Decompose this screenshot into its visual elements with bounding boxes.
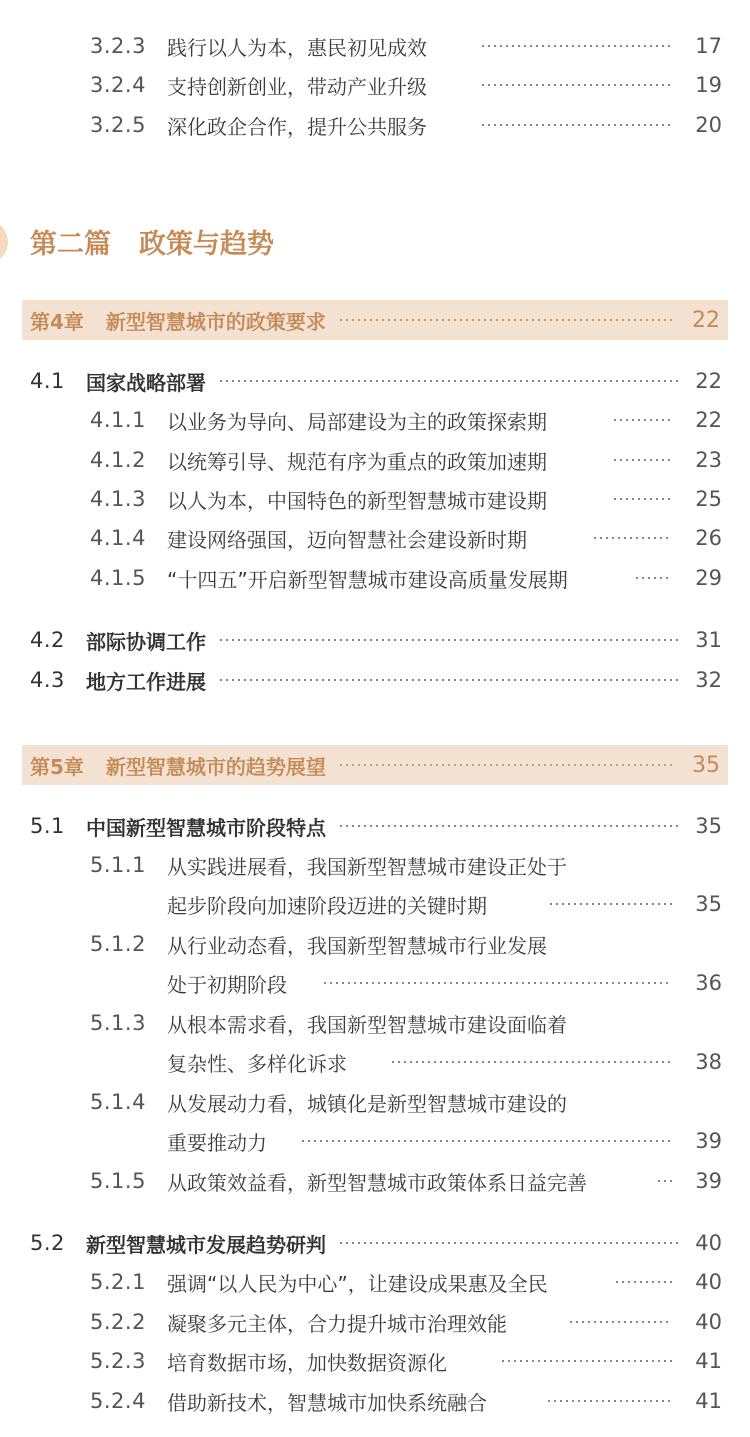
entry-title-line2: 复杂性、多样化诉求	[167, 1051, 347, 1076]
section-page: 31	[695, 628, 722, 652]
entry-number: 3.2.4	[90, 73, 146, 97]
entry-number: 4.1.3	[90, 487, 146, 511]
entry-title: 以业务为导向、局部建设为主的政策探索期	[167, 409, 547, 434]
toc-entry[interactable]	[0, 521, 750, 555]
entry-title-line1: 从根本需求看，我国新型智慧城市建设面临着	[167, 1012, 567, 1037]
entry-title: “十四五”开启新型智慧城市建设高质量发展期	[167, 567, 568, 592]
section-title: 中国新型智慧城市阶段特点	[86, 815, 326, 840]
section-page: 35	[695, 814, 722, 838]
dot-leader	[338, 825, 678, 827]
toc-entry-second-line[interactable]	[0, 1045, 750, 1079]
entry-page: 26	[695, 526, 722, 550]
chapter-page: 22	[692, 307, 720, 333]
entry-title: 深化政企合作，提升公共服务	[167, 114, 427, 139]
entry-number: 5.1.2	[90, 932, 146, 956]
entry-page: 39	[695, 1129, 722, 1153]
entry-page: 40	[695, 1270, 722, 1294]
entry-title: 以人为本，中国特色的新型智慧城市建设期	[167, 488, 547, 513]
section-title: 国家战略部署	[86, 370, 206, 395]
toc-entry[interactable]	[0, 1305, 750, 1339]
toc-entry-first-line[interactable]	[0, 1085, 750, 1119]
dot-leader	[322, 982, 672, 984]
entry-title-line1: 从发展动力看，城镇化是新型智慧城市建设的	[167, 1091, 567, 1116]
toc-entry-first-line[interactable]	[0, 927, 750, 961]
toc-entry[interactable]	[0, 443, 750, 477]
entry-number: 4.1.2	[90, 448, 146, 472]
toc-entry-second-line[interactable]	[0, 887, 750, 921]
dot-leader	[546, 1400, 672, 1402]
entry-page: 20	[695, 113, 722, 137]
toc-entry[interactable]	[0, 1164, 750, 1198]
toc-section[interactable]	[0, 364, 750, 398]
entry-page: 39	[695, 1169, 722, 1193]
chapter-heading[interactable]	[22, 745, 728, 785]
part-number: 第二篇	[30, 228, 111, 260]
toc-section[interactable]	[0, 809, 750, 843]
toc-entry-second-line[interactable]	[0, 1124, 750, 1158]
dot-leader	[480, 45, 672, 47]
section-number: 4.3	[30, 668, 65, 692]
dot-leader	[592, 537, 672, 539]
entry-page: 29	[695, 566, 722, 590]
entry-number: 4.1.5	[90, 566, 146, 590]
entry-number: 4.1.4	[90, 526, 146, 550]
part-title: 政策与趋势	[139, 228, 274, 260]
section-title: 地方工作进展	[86, 669, 206, 694]
entry-title: 从政策效益看，新型智慧城市政策体系日益完善	[167, 1170, 587, 1195]
dot-leader	[548, 903, 672, 905]
entry-title: 建设网络强国，迈向智慧社会建设新时期	[167, 527, 527, 552]
section-page: 32	[695, 668, 722, 692]
entry-page: 23	[695, 448, 722, 472]
dot-leader	[300, 1140, 672, 1142]
dot-leader	[338, 764, 676, 766]
toc-entry-first-line[interactable]	[0, 1006, 750, 1040]
section-title: 部际协调工作	[86, 629, 206, 654]
chapter-heading[interactable]	[22, 300, 728, 340]
section-page: 22	[695, 369, 722, 393]
toc-section[interactable]	[0, 1226, 750, 1260]
entry-title-line1: 从行业动态看，我国新型智慧城市行业发展	[167, 933, 547, 958]
dot-leader	[218, 679, 678, 681]
entry-title-line2: 重要推动力	[167, 1130, 267, 1155]
toc-entry[interactable]	[0, 29, 750, 63]
dot-leader	[634, 577, 672, 579]
section-number: 4.2	[30, 628, 65, 652]
entry-page: 40	[695, 1310, 722, 1334]
toc-entry[interactable]	[0, 561, 750, 595]
entry-number: 5.2.4	[90, 1389, 146, 1413]
section-title: 新型智慧城市发展趋势研判	[86, 1232, 326, 1257]
entry-page: 35	[695, 892, 722, 916]
chapter-title: 新型智慧城市的趋势展望	[105, 754, 326, 779]
entry-page: 17	[695, 34, 722, 58]
toc-entry[interactable]	[0, 482, 750, 516]
toc-entry[interactable]	[0, 1384, 750, 1418]
entry-page: 36	[695, 971, 722, 995]
toc-entry[interactable]	[0, 68, 750, 102]
entry-title-line2: 起步阶段向加速阶段迈进的关键时期	[167, 893, 487, 918]
entry-number: 3.2.5	[90, 113, 146, 137]
entry-page: 38	[695, 1050, 722, 1074]
dot-leader	[612, 419, 672, 421]
entry-number: 5.1.1	[90, 853, 146, 877]
toc-entry[interactable]	[0, 1344, 750, 1378]
toc-section[interactable]	[0, 663, 750, 697]
toc-entry[interactable]	[0, 1265, 750, 1299]
toc-entry[interactable]	[0, 108, 750, 142]
dot-leader	[338, 1242, 678, 1244]
chapter-number: 第5章	[30, 754, 84, 779]
entry-number: 5.2.3	[90, 1349, 146, 1373]
dot-leader	[568, 1321, 672, 1323]
section-number: 4.1	[30, 369, 65, 393]
toc-entry-second-line[interactable]	[0, 966, 750, 1000]
entry-title: 以统筹引导、规范有序为重点的政策加速期	[167, 449, 547, 474]
dot-leader	[480, 84, 672, 86]
entry-page: 19	[695, 73, 722, 97]
dot-leader	[390, 1061, 672, 1063]
entry-title: 借助新技术，智慧城市加快系统融合	[167, 1390, 487, 1415]
section-page: 40	[695, 1231, 722, 1255]
entry-title: 培育数据市场，加快数据资源化	[167, 1350, 447, 1375]
dot-leader	[480, 124, 672, 126]
chapter-title: 新型智慧城市的政策要求	[105, 309, 326, 334]
entry-number: 4.1.1	[90, 408, 146, 432]
section-number: 5.2	[30, 1231, 65, 1255]
chapter-page: 35	[692, 752, 720, 778]
entry-page: 25	[695, 487, 722, 511]
entry-number: 5.1.5	[90, 1169, 146, 1193]
entry-title-line2: 处于初期阶段	[167, 972, 287, 997]
section-number: 5.1	[30, 814, 65, 838]
entry-page: 41	[695, 1389, 722, 1413]
toc-entry[interactable]	[0, 403, 750, 437]
entry-number: 5.1.4	[90, 1090, 146, 1114]
entry-number: 5.2.1	[90, 1270, 146, 1294]
part-heading[interactable]	[30, 218, 274, 264]
dot-leader	[218, 639, 678, 641]
dot-leader	[612, 498, 672, 500]
entry-title: 支持创新创业，带动产业升级	[167, 74, 427, 99]
entry-title: 凝聚多元主体，合力提升城市治理效能	[167, 1311, 507, 1336]
dot-leader	[500, 1360, 672, 1362]
dot-leader	[614, 1281, 672, 1283]
entry-page: 41	[695, 1349, 722, 1373]
toc-entry-first-line[interactable]	[0, 848, 750, 882]
entry-number: 5.2.2	[90, 1310, 146, 1334]
part-marker-decoration	[0, 222, 8, 262]
entry-page: 22	[695, 408, 722, 432]
toc-section[interactable]	[0, 623, 750, 657]
entry-title: 强调“以人民为中心”，让建设成果惠及全民	[167, 1271, 548, 1296]
chapter-number: 第4章	[30, 309, 84, 334]
dot-leader	[656, 1180, 672, 1182]
entry-number: 5.1.3	[90, 1011, 146, 1035]
entry-title-line1: 从实践进展看，我国新型智慧城市建设正处于	[167, 854, 567, 879]
dot-leader	[218, 380, 678, 382]
dot-leader	[338, 319, 676, 321]
dot-leader	[612, 459, 672, 461]
entry-number: 3.2.3	[90, 34, 146, 58]
entry-title: 践行以人为本，惠民初见成效	[167, 35, 427, 60]
